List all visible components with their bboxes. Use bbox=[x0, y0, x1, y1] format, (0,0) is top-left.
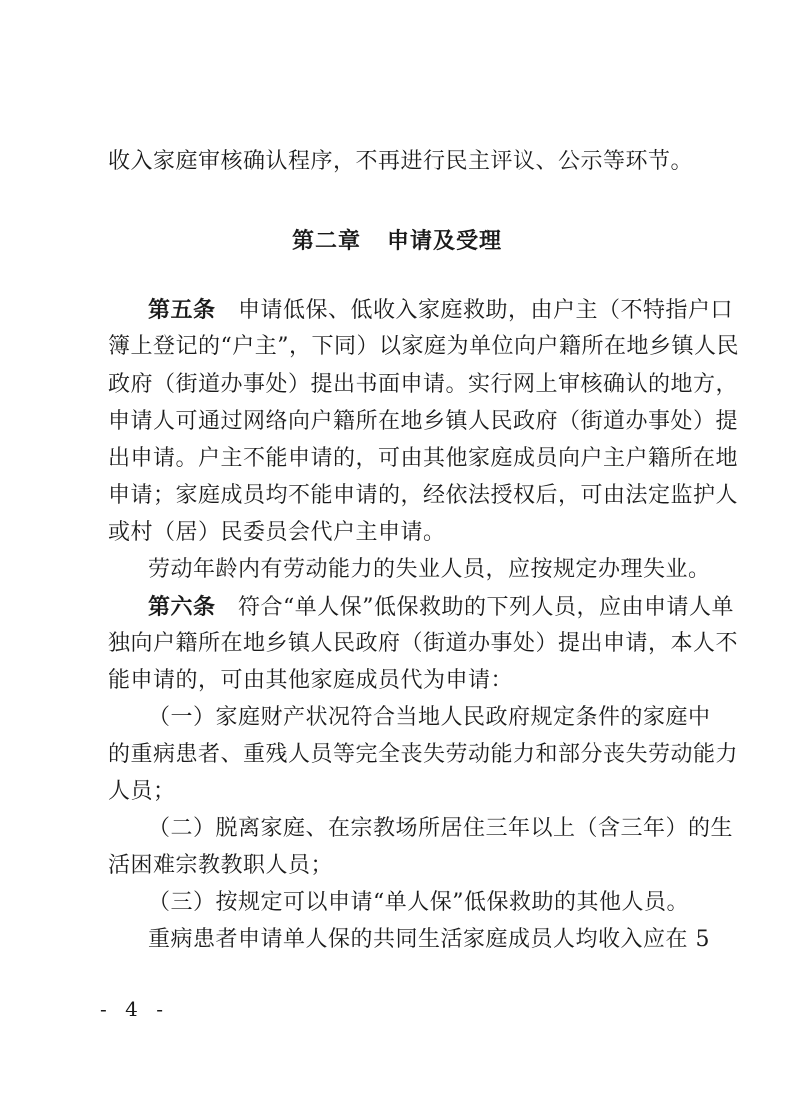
article-5-label: 第五条 bbox=[148, 297, 216, 323]
chapter-title: 申请及受理 bbox=[387, 228, 503, 254]
page-number: - 4 - bbox=[100, 997, 169, 1021]
text-line: 申请人可通过网络向户籍所在地乡镇人民政府（街道办事处）提 bbox=[108, 409, 739, 434]
article-6-text: 符合“单人保”低保救助的下列人员，应由申请人单 bbox=[238, 595, 735, 620]
article-5-text: 申请低保、低收入家庭救助，由户主（不特指户口 bbox=[238, 298, 734, 323]
list-item-1: （一）家庭财产状况符合当地人民政府规定条件的家庭中 bbox=[148, 705, 711, 730]
text-line: 的重病患者、重残人员等完全丧失劳动能力和部分丧失劳动能力 bbox=[108, 742, 739, 767]
list-item-3: （三）按规定可以申请“单人保”低保救助的其他人员。 bbox=[148, 890, 689, 915]
text-line: 申请；家庭成员均不能申请的，经依法授权后，可由法定监护人 bbox=[108, 483, 739, 508]
text-line: 簿上登记的“户主”，下同）以家庭为单位向户籍所在地乡镇人民 bbox=[108, 334, 739, 359]
text-line: 重病患者申请单人保的共同生活家庭成员人均收入应在 5 bbox=[148, 927, 710, 952]
chapter-label: 第二章 bbox=[291, 228, 361, 254]
text-line: 收入家庭审核确认程序，不再进行民主评议、公示等环节。 bbox=[108, 149, 694, 174]
text-line: 政府（街道办事处）提出书面申请。实行网上审核确认的地方， bbox=[108, 372, 739, 397]
chapter-heading bbox=[0, 226, 794, 256]
text-line: 活困难宗教教职人员； bbox=[108, 853, 334, 878]
article-6-label: 第六条 bbox=[148, 594, 216, 620]
article-6-first-line bbox=[148, 592, 735, 623]
list-item-2: （二）脱离家庭、在宗教场所居住三年以上（含三年）的生 bbox=[148, 816, 734, 841]
text-line: 或村（居）民委员会代户主申请。 bbox=[108, 520, 446, 545]
article-5-first-line bbox=[148, 295, 734, 326]
text-line: 人员； bbox=[108, 779, 176, 804]
text-line: 出申请。户主不能申请的，可由其他家庭成员向户主户籍所在地 bbox=[108, 446, 739, 471]
text-line: 劳动年龄内有劳动能力的失业人员，应按规定办理失业。 bbox=[148, 557, 711, 582]
text-line: 能申请的，可由其他家庭成员代为申请： bbox=[108, 668, 514, 693]
text-line: 独向户籍所在地乡镇人民政府（街道办事处）提出申请，本人不 bbox=[108, 631, 739, 656]
